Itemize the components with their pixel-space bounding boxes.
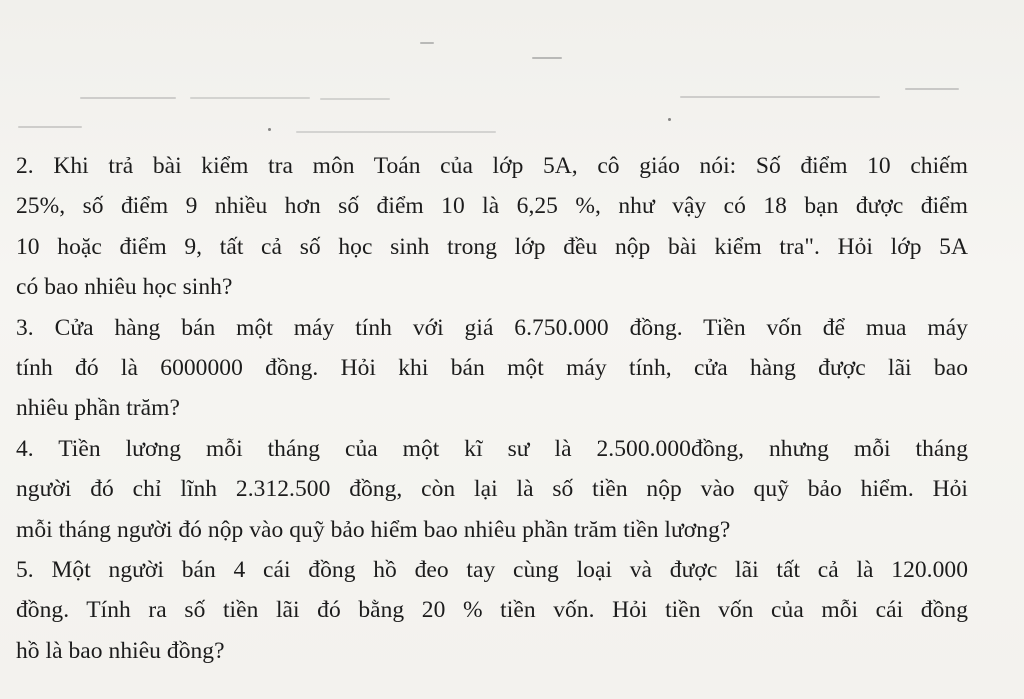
problem-5: [16, 550, 968, 671]
problem-2-line-3: 10 hoặc điểm 9, tất cả số học sinh trong lớp đều nộp bài kiểm tra". Hỏi lớp 5A: [16, 233, 968, 260]
problem-list: [16, 146, 968, 671]
problem-2: [16, 146, 968, 308]
problem-5-line-2: đồng. Tính ra số tiền lãi đó bằng 20 % tiền vốn. Hỏi tiền vốn của mỗi cái đồng: [16, 597, 968, 624]
problem-2-line-4: có bao nhiêu học sinh?: [16, 274, 233, 301]
problem-3: [16, 308, 968, 429]
problem-4-line-3: mỗi tháng người đó nộp vào quỹ bảo hiểm bao nhiêu phần trăm tiền lương?: [16, 516, 731, 543]
problem-4-line-2: người đó chỉ lĩnh 2.312.500 đồng, còn lại là số tiền nộp vào quỹ bảo hiểm. Hỏi: [16, 476, 968, 503]
problem-2-line-1: 2. Khi trả bài kiểm tra môn Toán của lớp 5A, cô giáo nói: Số điểm 10 chiếm: [16, 153, 968, 179]
problem-5-line-3: hồ là bao nhiêu đồng?: [16, 637, 225, 664]
problem-3-line-1: 3. Cửa hàng bán một máy tính với giá 6.750.000 đồng. Tiền vốn để mua máy: [16, 314, 968, 341]
problem-5-line-1: 5. Một người bán 4 cái đồng hồ đeo tay cùng loại và được lãi tất cả là 120.000: [16, 556, 968, 583]
problem-4-line-1: 4. Tiền lương mỗi tháng của một kĩ sư là 2.500.000đồng, nhưng mỗi tháng: [16, 435, 968, 462]
problem-4: [16, 429, 968, 550]
problem-3-line-3: nhiêu phần trăm?: [16, 395, 180, 422]
problem-2-line-2: 25%, số điểm 9 nhiều hơn số điểm 10 là 6,25 %, như vậy có 18 bạn được điểm: [16, 193, 968, 220]
problem-3-line-2: tính đó là 6000000 đồng. Hỏi khi bán một máy tính, cửa hàng được lãi bao: [16, 354, 968, 381]
